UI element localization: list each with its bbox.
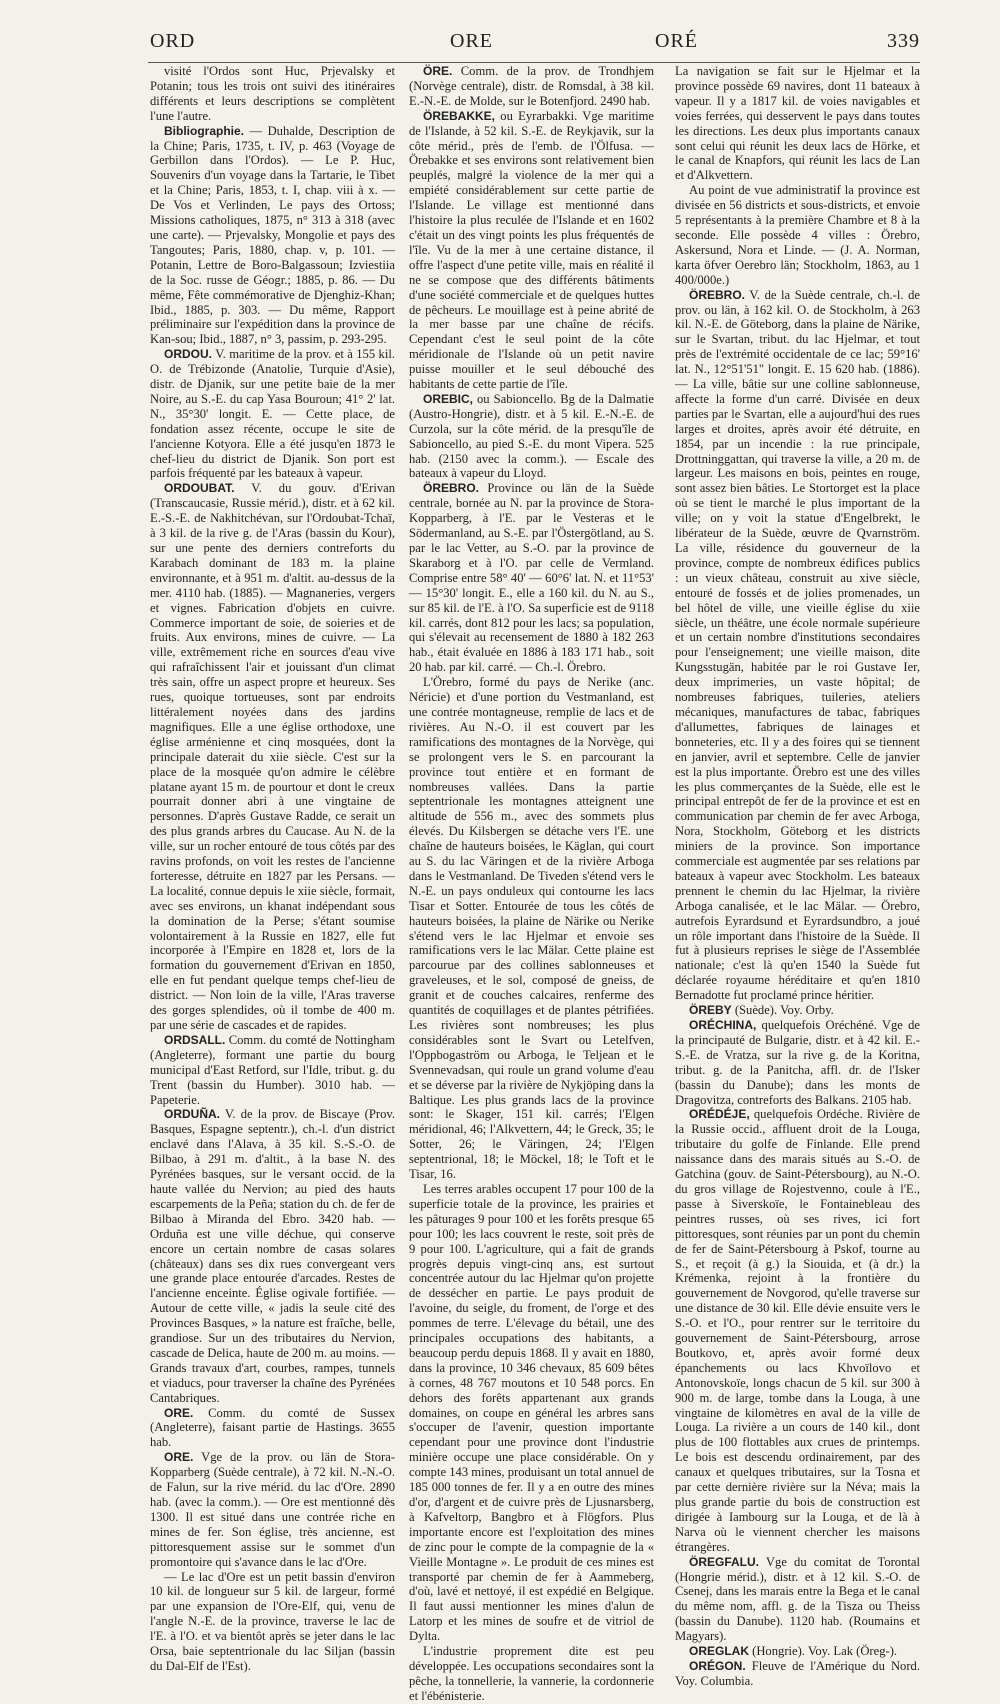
entry-text: La navigation se fait sur le Hjelmar et la province possède 69 navires, dont 11 bateaux à vapeur. Il y a 1817 kil. de voies navigables et voies ferrées, qui desservent le pays dans toutes les directions. Les deux plus importants canaux sont celui qui réunit les deux lacs de Hörke, et le canal de Knapfors, qui réunit les lacs de Lan et d'Alkvettern.	[675, 64, 920, 183]
entry-paragraph	[150, 1406, 395, 1451]
entry-paragraph	[675, 1018, 920, 1107]
text-column-3	[675, 64, 920, 1688]
entry-paragraph	[150, 64, 395, 124]
entry-paragraph	[150, 481, 395, 1033]
entry-text: Comm. de la prov. de Trondhjem (Norvège centrale), distr. de Romsdal, à 38 kil. E.-N.-E. de Molde, sur le Botenfjord. 2490 hab.	[409, 64, 654, 108]
header-left-word: ORD	[150, 30, 196, 52]
entry-paragraph	[409, 481, 654, 675]
entry-text: V. du gouv. d'Erivan (Transcaucasie, Russie mérid.), distr. et à 62 kil. E.-S.-E. de Nakhitchévan, sur l'Ordoubat-Tchaï, à 3 kil. de la rive g. de l'Aras (bassin du Kour), sur une pente des derniers contreforts du Karabach dominant de 183 m. la plaine environnante, et à 951 m. d'altit. au-dessus de la mer. 4110 hab. (1885). — Magnaneries, vergers et vignes. Fabrication d'objets en cuivre. Commerce important de soie, de soieries et de fruits. Aux environs, mines de cuivre. — La ville, extrêmement riche en sources d'eau vive qui rafraîchissent l'air et jouissant d'un climat très sain, offre un aspect propre et heureux. Ses rues, quoique tortueuses, sont par endroits littéralement noyées dans des jardins magnifiques. Elle a une église orthodoxe, une église arménienne et cinq mosquées, dont la principale daterait du xiie siècle. C'est sur la place de la mosquée qu'on admire le célèbre platane ayant 15 m. de pourtour et dont le creux pourrait donner abri à une vingtaine de personnes. D'après Gustave Radde, ce serait un des plus grands arbres du Caucase. Au N. de la ville, sur un rocher entouré de tous côtés par des ravins profonds, on voit les restes de l'ancienne forteresse, détruite en 1827 par les Persans. — La localité, connue depuis le xiie siècle, formait, avec ses environs, un khanat indépendant sous la domination de la Perse; s'étant soumise volontairement à la Russie en 1827, elle fut incorporée à l'Empire en 1828 et, lors de la formation du gouvernement d'Erivan en 1850, elle en fut pendant quelque temps chef-lieu de district. — Non loin de la ville, l'Aras traverse des gorges splendides, où il tombe de 400 m. par une série de cascades et de rapides.	[150, 481, 395, 1032]
entry-paragraph	[675, 288, 920, 1004]
header-rule	[148, 62, 920, 63]
entry-text: V. de la Suède centrale, ch.-l. de prov. ou län, à 162 kil. O. de Stockholm, à 263 kil. N.-E. de Göteborg, dans la plaine de Närike, sur le Svartan, tribut. du lac Hjelmar, et tout près de l'extrémité occidentale de ce lac; 59°16' lat. N., 12°51'51" longit. E. 15 620 hab. (1886). — La ville, bâtie sur une colline sablonneuse, affecte la forme d'un carré. Divisée en deux parties par le Svartan, elle a aujourd'hui des rues larges et droites, après avoir été détruite, en 1854, par un incendie : la rue principale, Drottninggattan, qui traverse la ville, a 20 m. de largeur. Les maisons en bois, peintes en rouge, sont assez bien bâties. Le Stortorget est la place où se tient le marché le plus important de la ville; on y voit la statue d'Engelbrekt, le libérateur de la Suède, œuvre de Qvarnström. La ville, résidence du gouverneur de la province, compte de nombreux édifices publics : un vieux château, construit au xive siècle, entouré de fossés et de jolies promenades, un bel hôtel de ville, une vieille église du xiie siècle, un théâtre, une école normale supérieure et un certain nombre d'institutions secondaires pour l'enseignement; une vieille maison, dite Kungsstugän, habitée par le roi Gustave Ier, deux imprimeries, un vaste hôpital; de nombreuses fabriques, tuileries, ateliers mécaniques, manufactures de tabac, fabriques d'allumettes, fabriques de lainages et bonneteries, etc. Il y a des foires qui se tiennent en janvier, avril et septembre. Celle de janvier est la plus importante. Örebro est une des villes les plus commerçantes de la Suède, elle est le principal entrepôt de fer de la province et est en communication par chemin de fer avec Arboga, Nora, Stockholm, Göteborg et les districts miniers de la province. Son importance commerciale est augmentée par ses relations par bateaux à vapeur avec Stockholm. Les bateaux prennent le chemin du lac Hjelmar, la rivière Arboga canalisée, et le lac Mälar. — Örebro, autrefois Eyrardsund et Eyrardsundbro, a joué un rôle important dans l'histoire de la Suède. Il fut à plusieurs reprises le siège de l'Assemblée nationale; c'est là qu'en 1540 la Suède fut déclarée royaume héréditaire et qu'en 1810 Bernadotte fut proclamé prince héritier.	[675, 287, 920, 1003]
entry-headword: ORDOUBAT.	[164, 481, 235, 496]
entry-paragraph	[409, 64, 654, 109]
entry-paragraph	[150, 1450, 395, 1569]
entry-headword: OREBIC,	[423, 391, 474, 406]
entry-text: — Le lac d'Ore est un petit bassin d'environ 10 kil. de longueur sur 5 kil. de largeur, formé par une expansion de l'Ore-Elf, qui, venu de l'angle N.-E. de la province, traverse le lac de l'E. à l'O. et va bientôt après se jeter dans le lac Orsa, baie septentrionale du lac Siljan (bassin du Dal-Elf de l'Est).	[150, 1569, 395, 1673]
entry-headword: ORDSALL.	[164, 1032, 226, 1047]
header-center-word: ORE	[450, 30, 493, 52]
entry-text: (Hongrie). Voy. Lak (Öreg-).	[749, 1644, 898, 1659]
entry-text: Au point de vue administratif la province est divisée en 56 districts et sous-districts, et envoie 5 représentants à la première Chambre et 8 à la seconde. Elle possède 4 villes : Örebro, Askersund, Nora et Linde. — (J. A. Norman, karta öfver Oerebro län; Stockholm, 1863, au 1 400/000e.)	[675, 183, 920, 287]
entry-paragraph	[409, 392, 654, 481]
entry-text: V. maritime de la prov. et à 155 kil. O. de Trébizonde (Anatolie, Turquie d'Asie), distr. de Djanik, sur une petite baie de la mer Noire, au S.-E. du cap Yasa Bouroun; 41° 2' lat. N., 35°30' longit. E. — Cette place, de fondation assez récente, occupe le site de l'ancienne Kotyora. Elle a été jusqu'en 1873 le chef-lieu du district de Djanik. Son port est parfois fréquenté par les bateaux à vapeur.	[150, 347, 395, 481]
entry-paragraph	[675, 1555, 920, 1644]
entry-paragraph	[150, 124, 395, 348]
entry-text: quelquefois Ordéche. Rivière de la Russie occid., affluent droit de la Louga, tributaire du golfe de Finlande. Elle prend naissance dans des marais situés au S.-O. de Gatchina (gouv. de Saint-Pétersbourg), au N.-O. du gros village de Rojestvenno, coule à l'E., passe à Siverskoïe, le Fontainebleau des peintres russes, où ses rives, ici fort pittoresques, sont réunies par un pont du chemin de fer de Saint-Pétersbourg à Pskof, tourne au S., et reçoit (à g.) la Siouida, et (à dr.) la Krémenka, rejoint à la frontière du gouvernement de Novgorod, qu'elle traverse sur une distance de 30 kil. Elle dévie ensuite vers le S.-O. et l'O., pour rentrer sur le territoire du gouvernement de Saint-Pétersbourg, arrose Boutkovo, et, après avoir formé deux épanchements ou lacs Khvoïlovo et Antonovskoïe, longs chacun de 5 kil. sur 300 à 900 m. de large, tombe dans la Louga, à une vingtaine de kilomètres en aval de la ville de Louga. La rivière a un cours de 140 kil., dont plus de 100 flottables aux crues de printemps. Le bois est descendu ordinairement, par des canaux et quelques tributaires, sur la Tosna et par cette dernière rivière sur la Néva; mais la plus grande partie du bois de construction est dirigée à Iambourg sur la Louga, et de là à Narva où le viennent chercher les maisons étrangères.	[675, 1107, 920, 1554]
entry-paragraph	[409, 675, 654, 1182]
text-column-1	[150, 64, 395, 1673]
running-header	[150, 30, 920, 60]
header-right-word: ORÉ	[655, 30, 698, 52]
entry-headword: ÖREBRO.	[423, 481, 480, 496]
entry-text: Les terres arables occupent 17 pour 100 de la superficie totale de la province, les prairies et les pâturages 9 pour 100 et les forêts presque 65 pour 100; les lacs couvrent le reste, soit près de 9 pour 100. L'agriculture, qui a fait de grands progrès depuis vingt-cinq ans, est surtout concentrée autour du lac Hjelmar qu'on projette de dessécher en partie. Le pays produit de l'avoine, du seigle, du froment, de l'orge et des pommes de terre. L'élevage du bétail, une des principales occupations des habitants, a beaucoup perdu depuis 1868. Il y avait en 1880, dans la province, 10 346 chevaux, 85 609 bêtes à cornes, 48 767 moutons et 10 548 porcs. En dehors des forêts appartenant aux grands domaines, on coupe en général les arbres sans s'occuper de l'avenir, question importante cependant pour une province dont l'industrie minière occupe une place considérable. On y compte 143 mines, produisant un total annuel de 185 000 tonnes de fer. Il y a en outre des mines d'or, d'argent et de cuivre près de Ljusnarsberg, à Kafveltorp, Bangbro et à Flögfors. Plus importante encore est l'exploitation des mines de zinc pour le compte de la compagnie de la « Vieille Montagne ». Le produit de ces mines est transporté par chemin de fer à Aammeberg, d'où, lavé et nettoyé, il est expédié en Belgique. Il faut aussi mentionner les mines d'alun de Latorp et les mines de soufre et de vitriol de Dylta.	[409, 1181, 654, 1644]
entry-paragraph	[675, 1644, 920, 1659]
entry-text: Fleuve de l'Amérique du Nord. Voy. Columbia.	[675, 1658, 920, 1688]
entry-headword: ORE.	[164, 1450, 194, 1465]
entry-headword: ORÉDÉJE,	[689, 1107, 750, 1122]
entry-text: Province ou län de la Suède centrale, bornée au N. par la province de Stora-Kopparberg, à l'E. par le Vesteras et le Södermanland, au S.-E. par l'Östergötland, au S. par le lac Vetter, au S.-O. par la province de Skaraborg et à l'O. par celle de Vermland. Comprise entre 58° 40' — 60°6' lat. N. et 11°53' — 15°30' longit. E., elle a 160 kil. du N. au S., sur 85 kil. de l'E. à l'O. Sa superficie est de 9118 kil. carrés, dont 812 pour les lacs; sa population, qui s'élevait au recensement de 1880 à 182 263 hab., était évaluée en 1886 à 183 171 hab., soit 20 hab. par kil. carré. — Ch.-l. Örebro.	[409, 481, 654, 675]
entry-paragraph	[150, 1107, 395, 1405]
page-number: 339	[887, 30, 920, 52]
entry-text: V. de la prov. de Biscaye (Prov. Basques, Espagne septentr.), ch.-l. d'un district enclavé dans l'Alava, à 35 kil. S.-S.-O. de Bilbao, à 291 m. d'altit., à la base N. des Pyrénées basques, sur le versant occid. de la haute vallée du Nervion; au pied des hauts escarpements de la Peña; station du ch. de fer de Bilbao à Miranda del Ebro. 3420 hab. — Orduña est une ville déchue, qui conserve encore un certain nombre de casas solares (châteaux) dans ses dix rues convergeant vers une grande place entourée d'arcades. Restes de l'ancienne enceinte. Église ogivale fortifiée. — Autour de cette ville, « jadis la seule cité des Provinces Basques, » la nature est fraîche, belle, grandiose. Sur un des tributaires du Nervion, cascade de Delica, haute de 200 m. au moins. — Grands travaux d'art, courbes, rampes, tunnels et viaducs, pour traverser la chaîne des Pyrénées Cantabriques.	[150, 1107, 395, 1405]
entry-text: Comm. du comté de Sussex (Angleterre), faisant partie de Hastings. 3655 hab.	[150, 1405, 395, 1450]
entry-headword: OREGLAK	[689, 1644, 749, 1659]
entry-text: L'industrie proprement dite est peu développée. Les occupations secondaires sont la pêche, la tonnellerie, la vannerie, la cordonnerie et l'ébénisterie.	[409, 1644, 654, 1703]
entry-paragraph	[409, 109, 654, 392]
entry-paragraph	[675, 1107, 920, 1554]
entry-text: — Duhalde, Description de la Chine; Paris, 1735, t. IV, p. 463 (Voyage de Gerbillon dans l'Ordos). — Le P. Huc, Souvenirs d'un voyage dans la Tartarie, le Tibet et la Chine; Paris, 1853, t. I, chap. viii à x. — De Vos et Verlinden, Le pays des Ortoss; Missions catholiques, 1875, n° 313 à 318 (avec une carte). — Prjevalsky, Mongolie et pays des Tangoutes; Paris, 1880, chap. v, p. 101. — Potanin, Lettre de Boro-Balgassoun; Izviestiia de la Soc. russe de Géogr.; 1885, p. 86. — Du même, Fête commémorative de Djenghiz-Khan; Ibid., 1885, p. 303. — Du même, Rapport préliminaire sur l'expédition dans la province de Kan-sou; Ibid., 1887, n° 3, passim, p. 293-295.	[150, 123, 395, 347]
entry-headword: ORDUÑA.	[164, 1107, 220, 1122]
entry-text: (Suède). Voy. Orby.	[731, 1003, 834, 1018]
text-column-2	[409, 64, 654, 1703]
entry-text: ou Sabioncello. Bg de la Dalmatie (Austro-Hongrie), distr. et à 5 kil. E.-N.-E. de Curzola, sur la côte mérid. de la presqu'île de Sabioncello, au pied S.-E. du mont Vipera. 525 hab. (2150 avec la comm.). — Escale des bateaux à vapeur du Lloyd.	[409, 391, 654, 481]
entry-text: quelquefois Oréchéné. Vge de la principauté de Bulgarie, distr. et à 42 kil. E.-S.-E. de Vratza, sur la rive g. de la Koritna, tribut. g. de la Panitcha, affl. dr. de l'Isker (bassin du Danube); dans les monts de Dragovitza, contreforts des Balkans. 2105 hab.	[675, 1018, 920, 1107]
entry-headword: ORE.	[164, 1405, 194, 1420]
entry-paragraph	[150, 347, 395, 481]
entry-paragraph	[409, 1182, 654, 1644]
entry-headword: ÖREBRO.	[689, 287, 746, 302]
entry-text: Vge de la prov. ou län de Stora-Kopparberg (Suède centrale), à 72 kil. N.-N.-O. de Falun, sur la rive mérid. du lac d'Ore. 2890 hab. (avec la comm.). — Ore est mentionné dès 1300. Il est situé dans une contrée riche en mines de fer. Son église, très ancienne, est pittoresquement assise sur le sommet d'un promontoire qui s'avance dans le lac d'Ore.	[150, 1450, 395, 1569]
entry-headword: ORÉCHINA,	[689, 1018, 757, 1032]
entry-text: L'Örebro, formé du pays de Nerike (anc. Néricie) et d'une portion du Vestmanland, est une contrée montagneuse, remplie de lacs et de rivières. Au N.-O. il est couvert par les ramifications des montagnes de la Norvège, qui se prolongent vers le S. en parcourant la province tout entière et en formant de nombreuses vallées. Dans la partie septentrionale les montagnes atteignent une altitude de 556 m., avec des sommets plus élevés. Du Kilsbergen se détache vers l'E. une chaîne de hauteurs boisées, le Käglan, qui court au S. du lac Väringen et de la rivière Arboga dans le Vestmanland. De Tiveden s'étend vers le N.-E. un pays onduleux qui contourne les lacs Tisar et Sotter. Entourée de tous les côtés de hauteurs boisées, la plaine de Närike ou Nerike s'étend vers le lac Hjelmar et envoie ses ramifications vers le lac Mälar. Cette plaine est parcourue par des collines sablonneuses et graveleuses, et le sol, composé de gneiss, de granit et de couches calcaires, renferme des quantités de coquillages et de plantes pétrifiées. Les rivières sont nombreuses; les plus considérables sont le Svart ou Letelfven, l'Oppbogaström ou Arboga, le Teljean et le Svennevadsan, qui roule un grand volume d'eau et se déverse par la rivière de Nykjöping dans la Baltique. Les plus grands lacs de la province sont: le Skager, 151 kil. carrés; l'Elgen méridional, 46; l'Alkvettern, 44; le Greck, 35; le Sotter, 26; le Väringen, 24; l'Elgen septentrional, 18; le Möckel, 18; le Toft et le Tisar, 16.	[409, 675, 654, 1182]
entry-headword: ÖREBY	[689, 1003, 732, 1018]
entry-headword: ÖREBAKKE,	[423, 108, 496, 123]
entry-paragraph	[675, 64, 920, 183]
entry-text: Vge du comitat de Torontal (Hongrie mérid.), distr. et à 12 kil. S.-O. de Csenej, dans les marais entre la Bega et le canal du même nom, affl. g. de la Tisza ou Theiss (bassin du Danube). 1120 hab. (Roumains et Magyars).	[675, 1554, 920, 1644]
entry-headword: Bibliographie.	[164, 123, 245, 138]
entry-headword: ÖREGFALU.	[689, 1554, 760, 1569]
entry-paragraph	[675, 1003, 920, 1018]
entry-headword: ORDOU.	[164, 347, 212, 362]
entry-paragraph	[675, 183, 920, 287]
entry-paragraph	[409, 1644, 654, 1704]
entry-paragraph	[150, 1033, 395, 1108]
entry-headword: ORÉGON.	[689, 1658, 746, 1673]
entry-headword: ÖRE.	[423, 64, 453, 78]
entry-paragraph	[150, 1570, 395, 1674]
entry-paragraph	[675, 1659, 920, 1689]
entry-text: ou Eyrarbakki. Vge maritime de l'Islande, à 52 kil. S.-E. de Reykjavik, sur la côte mérid., près de l'emb. de l'Ölfusa. — Örebakke et ses environs sont relativement bien peuplés, malgré la violence de la mer qui a empiété considérablement sur cette partie de l'Islande. Le village est mentionné dans l'histoire la plus reculée de l'Islande et en 1602 c'était un des vingt points les plus fréquentés de l'île. Vu de la mer à une certaine distance, il offre l'aspect d'une petite ville, mais en réalité il ne se compose que des différents bâtiments d'une société commerciale et de quelques huttes de pêcheurs. Le mouillage est à peine abrité de la mer basse par une chaîne de récifs. Cependant c'est le seul point de la côte méridionale de l'Islande où un petit navire puisse mouiller et le seul débouché des habitants de cette partie de l'île.	[409, 108, 654, 392]
entry-text: visité l'Ordos sont Huc, Prjevalsky et Potanin; tous les trois ont suivi des itinéraires différents et leurs descriptions se complètent l'une l'autre.	[150, 64, 395, 123]
entry-text: Comm. du comté de Nottingham (Angleterre), formant une partie du bourg municipal d'East Retford, sur l'Idle, tribut. g. du Trent (bassin du Humber). 3010 hab. — Papeterie.	[150, 1032, 395, 1107]
